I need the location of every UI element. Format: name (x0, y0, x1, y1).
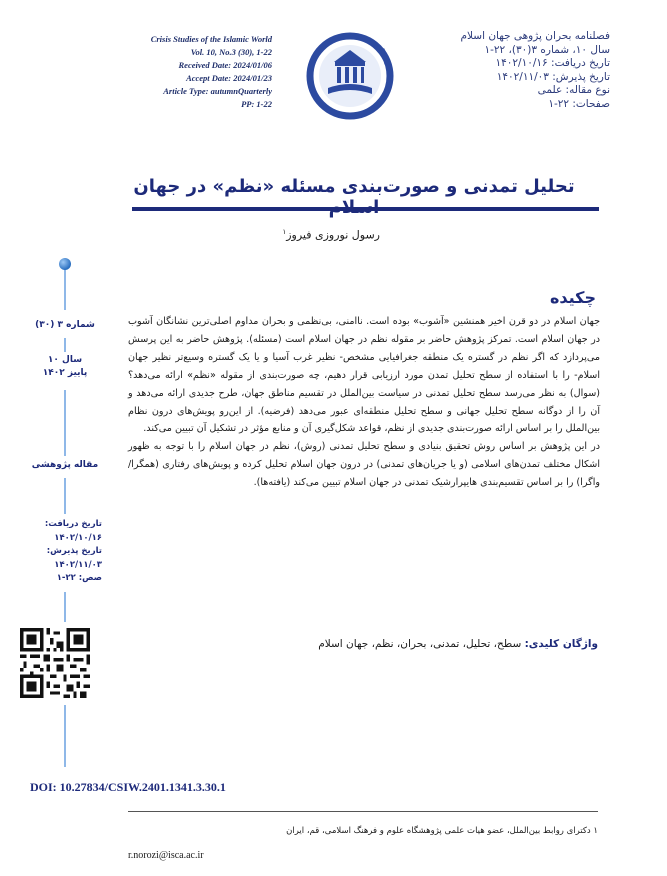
sidebar-dates (28, 518, 102, 586)
volume-fa: سال ۱۰، شماره ۳(۳۰)، ۲۲-۱ (484, 43, 610, 56)
doi-link[interactable]: DOI: 10.27834/CSIW.2401.1341.3.30.1 (30, 780, 226, 794)
sidebar-season: پاییز ۱۴۰۲ (42, 368, 88, 378)
keywords-label: واژگان کلیدی: (524, 638, 598, 650)
sidebar-divider (64, 705, 66, 767)
pages-en: PP: 1-22 (241, 99, 272, 109)
pin-icon (59, 258, 71, 270)
keywords (128, 638, 598, 650)
abstract-paragraph: جهان اسلام در دو قرن اخیر همنشین «آشوب» بوده است. ناامنی، بی‌نظمی و بحران مداوم اصلی‌ترین نشانگان آشوب در جهان اسلام است. تمرکز پژوهش حاضر بر مقوله نظم در جهان اسلام است (مسئله). پژوهش حاضر به این پرسش می‌پردازد که اگر نظم در گستره یک منطقه جغرافیایی مشخص- نظیر غرب آسیا و یا یک گستره وسیع‌تر نظیر جهان اسلام- را با استفاده از سطح تحلیل تمدن مورد ارزیابی قرار دهیم، چه صورت‌بندی از مقوله «نظم» ارائه می‌دهد؟ (سوال) به نظر می‌رسد سطح تحلیل تمدنی در سیاست بین‌الملل در تقسیم مناطق جهان، طرح جدیدی ارائه می‌دهد و آن را از دوگانه سطح تحلیل جهانی و سطح تحلیل منطقه‌ای عبور می‌دهد (فرضیه). از این‌رو پویش‌های درون نظام بین‌الملل را بر اساس ارائه صورت‌بندی جدیدی از نظم، قواعد شکل‌گیری آن و منابع مؤثر در تشکیل آن تبیین می‌کند. (128, 316, 600, 435)
sidebar-year (30, 354, 100, 380)
author-name (230, 228, 380, 242)
author-email[interactable]: r.norozi@isca.ac.ir (128, 850, 204, 861)
sidebar-volume: سال ۱۰ (47, 355, 83, 365)
persian-metadata (428, 30, 610, 112)
university-seal-icon (304, 26, 396, 130)
qr-code-icon[interactable] (20, 628, 90, 698)
sidebar-received-value: ۱۴۰۲/۱۰/۱۶ (54, 532, 102, 543)
author-footnote-mark: ۱ (282, 228, 287, 236)
sidebar-issue: شماره ۳ (۳۰) (35, 320, 95, 330)
sidebar-divider (64, 338, 66, 352)
english-metadata (112, 33, 272, 111)
article-type-fa: نوع مقاله: علمی (537, 84, 610, 97)
volume-en: Vol. 10, No.3 (30), 1-22 (190, 47, 272, 57)
pages-fa: صفحات: ۲۲-۱ (548, 97, 610, 110)
sidebar-pages: صص: ۲۲-۱ (56, 573, 102, 583)
sidebar-divider (64, 478, 66, 514)
article-type-en: Article Type: autumnQuarterly (163, 86, 272, 96)
title-underline (132, 207, 599, 211)
accepted-date-fa: تاریخ پذیرش: ۱۴۰۲/۱۱/۰۳ (496, 70, 610, 83)
received-date-en: Received Date: 2024/01/06 (178, 60, 272, 70)
sidebar-received-label: تاریخ دریافت: (44, 519, 102, 529)
article-title: تحلیل تمدنی و صورت‌بندی مسئله «نظم» در جهان (133, 176, 575, 197)
sidebar-accepted-label: تاریخ پذیرش: (46, 546, 102, 556)
sidebar-divider (64, 592, 66, 622)
abstract-paragraph: در این پژوهش بر اساس روش تحقیق بنیادی و سطح تحلیل تمدنی (روش)، نظم در جهان اسلام را با توجه به ظهور اشکال مختلف تمدن‌های اسلامی (و یا جریان‌های تمدنی) در درون جهان اسلام تحلیل کرده و پویش‌های رفتاری (همگرا/ واگرا) را بر اساس تقسیم‌بندی هایپرارشیک تمدنی در جهان اسلام تبیین می‌کند (یافته‌ها). (128, 441, 600, 489)
sidebar-accepted-value: ۱۴۰۲/۱۱/۰۳ (54, 559, 102, 570)
footnote-divider (128, 811, 598, 812)
sidebar-divider (64, 390, 66, 456)
abstract-body (128, 313, 600, 492)
received-date-fa: تاریخ دریافت: ۱۴۰۲/۱۰/۱۶ (495, 57, 610, 70)
author-label: رسول نوروزی فیروز (286, 228, 380, 242)
author-affiliation-footnote: ۱ دکترای روابط بین‌الملل، عضو هیات علمی پژوهشگاه علوم و فرهنگ اسلامی، قم، ایران (286, 826, 598, 836)
abstract-heading: چکیده (549, 288, 596, 307)
journal-name-en: Crisis Studies of the Islamic World (150, 34, 272, 44)
sidebar-article-type: مقاله پژوهشی (31, 460, 99, 470)
accepted-date-en: Accept Date: 2024/01/23 (186, 73, 272, 83)
journal-name-fa: فصلنامه بحران پژوهی جهان اسلام (460, 30, 610, 42)
keywords-list: سطح، تحلیل، تمدنی، بحران، نظم، جهان اسلام (318, 638, 522, 650)
pin-line (64, 265, 66, 310)
